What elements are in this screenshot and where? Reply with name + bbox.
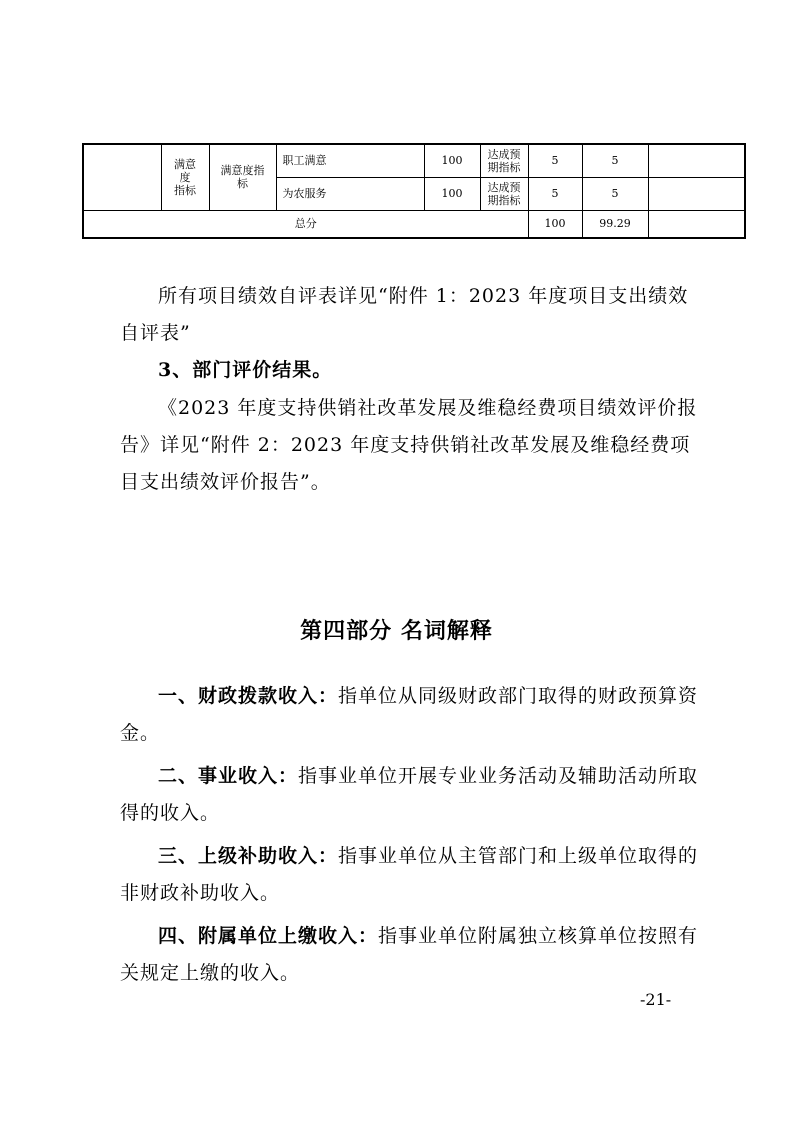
definition-item [120, 758, 700, 832]
total-full: 100 [528, 210, 582, 238]
paragraph-dept-evaluation: 3、部门评价结果。 [158, 359, 333, 381]
definition-item [120, 918, 700, 992]
score-b-cell: 5 [582, 144, 648, 177]
definition-term: 一、财政拨款收入： [158, 685, 339, 707]
note-cell [648, 177, 745, 210]
total-score: 99.29 [582, 210, 648, 238]
score-a-cell: 5 [528, 144, 582, 177]
weight-cell: 100 [424, 177, 480, 210]
category-cell: 满意 度 指标 [161, 144, 209, 210]
paragraph-attachment-2: 《2023 年度支持供销社改革发展及维稳经费项目绩效评价报告》详见“附件 2：2023 年度支持供销社改革发展及维稳经费项目支出绩效评价报告”。 [120, 397, 698, 493]
total-row [83, 210, 745, 238]
definition-item [120, 838, 700, 912]
definition-text: 指单位从同级财政部门取得的财政预算资金。 [120, 685, 699, 744]
table-row [83, 144, 745, 177]
score-a-cell: 5 [528, 177, 582, 210]
definition-term: 三、上级补助收入： [158, 845, 339, 867]
target-cell: 达成预 期指标 [480, 144, 528, 177]
definition-text: 指事业单位附属独立核算单位按照有关规定上缴的收入。 [120, 925, 699, 984]
total-label: 总分 [83, 210, 528, 238]
score-b-cell: 5 [582, 177, 648, 210]
performance-table [82, 143, 746, 239]
definition-term: 二、事业收入： [158, 765, 299, 787]
item-cell: 为农服务 [276, 177, 424, 210]
section-title: 第四部分 名词解释 [300, 618, 493, 644]
note-cell [648, 144, 745, 177]
weight-cell: 100 [424, 144, 480, 177]
target-cell: 达成预 期指标 [480, 177, 528, 210]
definition-item [120, 678, 700, 752]
total-note [648, 210, 745, 238]
subcategory-cell: 满意度指 标 [209, 144, 276, 210]
definition-term: 四、附属单位上缴收入： [158, 925, 379, 947]
definition-text: 指事业单位开展专业业务活动及辅助活动所取得的收入。 [120, 765, 699, 824]
page-number: -21- [640, 990, 672, 1009]
paragraph-attachment-1: 所有项目绩效自评表详见“附件 1：2023 年度项目支出绩效自评表” [120, 285, 689, 344]
definition-text: 指事业单位从主管部门和上级单位取得的非财政补助收入。 [120, 845, 699, 904]
empty-cell [83, 144, 161, 210]
item-cell: 职工满意 [276, 144, 424, 177]
